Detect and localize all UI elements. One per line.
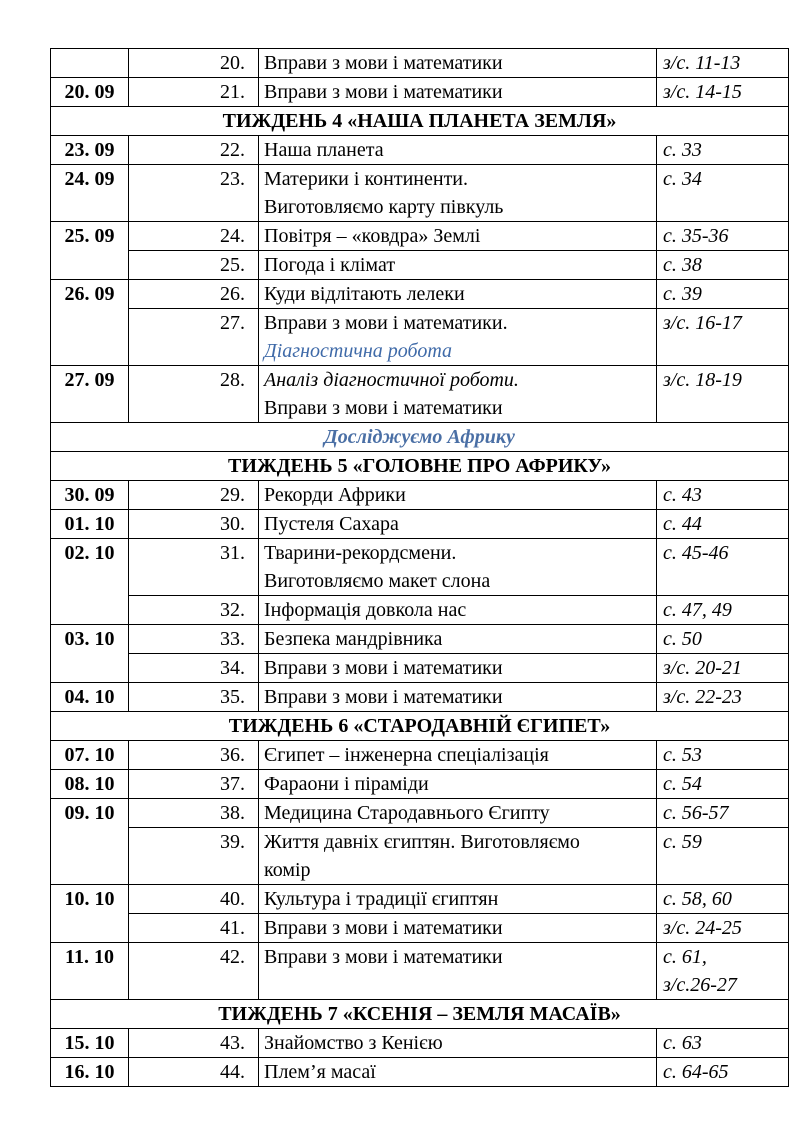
lesson-page-ref bbox=[657, 683, 789, 712]
lesson-topic bbox=[259, 799, 657, 828]
lesson-date: 04. 10 bbox=[51, 683, 129, 712]
page-ref-line: з/с. 20-21 bbox=[663, 657, 742, 679]
lesson-date: 27. 09 bbox=[51, 366, 129, 423]
lesson-page-ref bbox=[657, 136, 789, 165]
lesson-date: 25. 09 bbox=[51, 222, 129, 280]
lesson-page-ref bbox=[657, 596, 789, 625]
lesson-row bbox=[51, 251, 789, 280]
lesson-row bbox=[51, 683, 789, 712]
lesson-row bbox=[51, 943, 789, 1000]
lesson-topic-line: Медицина Стародавнього Єгипту bbox=[264, 802, 550, 824]
lesson-row bbox=[51, 914, 789, 943]
page-ref-line: с. 59 bbox=[663, 831, 702, 853]
lesson-topic-line: Вправи з мови і математики bbox=[264, 397, 503, 419]
lesson-number: 37. bbox=[129, 770, 259, 799]
lesson-date: 01. 10 bbox=[51, 510, 129, 539]
page-ref-line: с. 44 bbox=[663, 513, 702, 535]
lesson-number: 22. bbox=[129, 136, 259, 165]
lesson-number: 23. bbox=[129, 165, 259, 222]
lesson-topic-line: Інформація довкола нас bbox=[264, 599, 467, 621]
page-ref-line: з/с. 11-13 bbox=[663, 52, 741, 74]
page-ref-line: з/с.26-27 bbox=[663, 974, 737, 996]
week-header-row bbox=[51, 107, 789, 136]
lesson-number: 44. bbox=[129, 1058, 259, 1087]
lesson-topic bbox=[259, 654, 657, 683]
lesson-date: 20. 09 bbox=[51, 78, 129, 107]
lesson-date: 08. 10 bbox=[51, 770, 129, 799]
lesson-number: 43. bbox=[129, 1029, 259, 1058]
lesson-number: 21. bbox=[129, 78, 259, 107]
lesson-topic bbox=[259, 943, 657, 1000]
lesson-topic-line: Вправи з мови і математики. bbox=[264, 312, 508, 334]
lesson-topic-line: Аналіз діагностичної роботи. bbox=[264, 369, 519, 391]
week-header-row bbox=[51, 712, 789, 741]
lesson-topic-line: Рекорди Африки bbox=[264, 484, 406, 506]
lesson-page-ref bbox=[657, 481, 789, 510]
lesson-number: 26. bbox=[129, 280, 259, 309]
lesson-topic bbox=[259, 770, 657, 799]
lesson-row bbox=[51, 165, 789, 222]
lesson-page-ref bbox=[657, 251, 789, 280]
lesson-row bbox=[51, 885, 789, 914]
lesson-topic bbox=[259, 510, 657, 539]
lesson-topic-line: Безпека мандрівника bbox=[264, 628, 443, 650]
lesson-topic bbox=[259, 481, 657, 510]
lesson-topic-line: комір bbox=[264, 859, 311, 881]
lesson-topic bbox=[259, 366, 657, 423]
lesson-row bbox=[51, 539, 789, 596]
lesson-row bbox=[51, 654, 789, 683]
lesson-number: 41. bbox=[129, 914, 259, 943]
page-ref-line: с. 47, 49 bbox=[663, 599, 732, 621]
lesson-number: 33. bbox=[129, 625, 259, 654]
lesson-date: 24. 09 bbox=[51, 165, 129, 222]
lesson-plan-table bbox=[50, 48, 789, 1087]
lesson-row bbox=[51, 222, 789, 251]
page-ref-line: с. 54 bbox=[663, 773, 702, 795]
page-ref-line: с. 39 bbox=[663, 283, 702, 305]
lesson-number: 28. bbox=[129, 366, 259, 423]
lesson-topic-line: Знайомство з Кенією bbox=[264, 1032, 443, 1054]
lesson-topic-line: Материки і континенти. bbox=[264, 168, 469, 190]
lesson-topic-line: Виготовляємо карту півкуль bbox=[264, 196, 504, 218]
lesson-topic bbox=[259, 165, 657, 222]
lesson-number: 34. bbox=[129, 654, 259, 683]
lesson-date: 03. 10 bbox=[51, 625, 129, 683]
lesson-topic-line: Вправи з мови і математики bbox=[264, 946, 503, 968]
lesson-topic-line: Вправи з мови і математики bbox=[264, 657, 503, 679]
lesson-date: 09. 10 bbox=[51, 799, 129, 885]
lesson-page-ref bbox=[657, 165, 789, 222]
lesson-number: 31. bbox=[129, 539, 259, 596]
lesson-topic-line: Вправи з мови і математики bbox=[264, 52, 503, 74]
lesson-row bbox=[51, 741, 789, 770]
page-ref-line: з/с. 18-19 bbox=[663, 369, 742, 391]
lesson-number: 35. bbox=[129, 683, 259, 712]
lesson-topic bbox=[259, 885, 657, 914]
lesson-date: 15. 10 bbox=[51, 1029, 129, 1058]
lesson-row bbox=[51, 1058, 789, 1087]
lesson-topic bbox=[259, 683, 657, 712]
lesson-topic-line: Культура і традиції єгиптян bbox=[264, 888, 499, 910]
lesson-topic bbox=[259, 309, 657, 366]
page-ref-line: с. 61, bbox=[663, 946, 707, 968]
page-ref-line: с. 45-46 bbox=[663, 542, 729, 564]
lesson-page-ref bbox=[657, 222, 789, 251]
week-title: ТИЖДЕНЬ 6 «СТАРОДАВНІЙ ЄГИПЕТ» bbox=[51, 712, 789, 741]
lesson-page-ref bbox=[657, 654, 789, 683]
lesson-row bbox=[51, 625, 789, 654]
lesson-topic-line: Куди відлітають лелеки bbox=[264, 283, 465, 305]
lesson-page-ref bbox=[657, 741, 789, 770]
lesson-page-ref bbox=[657, 943, 789, 1000]
lesson-number: 38. bbox=[129, 799, 259, 828]
lesson-row bbox=[51, 770, 789, 799]
lesson-number: 27. bbox=[129, 309, 259, 366]
lesson-page-ref bbox=[657, 49, 789, 78]
page-ref-line: с. 34 bbox=[663, 168, 702, 190]
page-ref-line: з/с. 16-17 bbox=[663, 312, 742, 334]
page-ref-line: с. 35-36 bbox=[663, 225, 729, 247]
lesson-row bbox=[51, 136, 789, 165]
lesson-topic-line: Наша планета bbox=[264, 139, 384, 161]
lesson-number: 30. bbox=[129, 510, 259, 539]
lesson-number: 32. bbox=[129, 596, 259, 625]
diagnostic-note: Діагностична робота bbox=[264, 340, 453, 362]
lesson-number: 25. bbox=[129, 251, 259, 280]
lesson-row bbox=[51, 49, 789, 78]
lesson-page-ref bbox=[657, 1058, 789, 1087]
lesson-topic bbox=[259, 1029, 657, 1058]
page-ref-line: з/с. 14-15 bbox=[663, 81, 742, 103]
lesson-topic bbox=[259, 539, 657, 596]
lesson-page-ref bbox=[657, 280, 789, 309]
week-title: ТИЖДЕНЬ 4 «НАША ПЛАНЕТА ЗЕМЛЯ» bbox=[51, 107, 789, 136]
section-subtitle-row bbox=[51, 423, 789, 452]
lesson-topic bbox=[259, 49, 657, 78]
lesson-topic-line: Повітря – «ковдра» Землі bbox=[264, 225, 481, 247]
lesson-row bbox=[51, 481, 789, 510]
lesson-page-ref bbox=[657, 78, 789, 107]
page-ref-line: з/с. 24-25 bbox=[663, 917, 742, 939]
lesson-page-ref bbox=[657, 799, 789, 828]
lesson-topic bbox=[259, 222, 657, 251]
lesson-number: 20. bbox=[129, 49, 259, 78]
lesson-date: 16. 10 bbox=[51, 1058, 129, 1087]
lesson-row bbox=[51, 366, 789, 423]
week-header-row bbox=[51, 452, 789, 481]
lesson-date bbox=[51, 49, 129, 78]
lesson-topic bbox=[259, 914, 657, 943]
lesson-row bbox=[51, 596, 789, 625]
page-ref-line: с. 58, 60 bbox=[663, 888, 732, 910]
week-title: ТИЖДЕНЬ 5 «ГОЛОВНЕ ПРО АФРИКУ» bbox=[51, 452, 789, 481]
page-ref-line: с. 38 bbox=[663, 254, 702, 276]
lesson-page-ref bbox=[657, 885, 789, 914]
lesson-topic-line: Вправи з мови і математики bbox=[264, 686, 503, 708]
lesson-topic bbox=[259, 596, 657, 625]
lesson-row bbox=[51, 510, 789, 539]
lesson-topic-line: Життя давніх єгиптян. Виготовляємо bbox=[264, 831, 580, 853]
page-ref-line: с. 64-65 bbox=[663, 1061, 729, 1083]
lesson-page-ref bbox=[657, 510, 789, 539]
lesson-topic bbox=[259, 136, 657, 165]
lesson-row bbox=[51, 309, 789, 366]
lesson-date: 02. 10 bbox=[51, 539, 129, 625]
lesson-page-ref bbox=[657, 1029, 789, 1058]
lesson-page-ref bbox=[657, 770, 789, 799]
lesson-date: 23. 09 bbox=[51, 136, 129, 165]
lesson-date: 11. 10 bbox=[51, 943, 129, 1000]
lesson-topic-line: Фараони і піраміди bbox=[264, 773, 429, 795]
lesson-topic bbox=[259, 251, 657, 280]
lesson-row bbox=[51, 280, 789, 309]
lesson-number: 40. bbox=[129, 885, 259, 914]
lesson-number: 29. bbox=[129, 481, 259, 510]
lesson-topic-line: Вправи з мови і математики bbox=[264, 81, 503, 103]
lesson-page-ref bbox=[657, 366, 789, 423]
lesson-topic bbox=[259, 625, 657, 654]
lesson-date: 07. 10 bbox=[51, 741, 129, 770]
section-subtitle: Досліджуємо Африку bbox=[51, 423, 789, 452]
lesson-topic bbox=[259, 828, 657, 885]
week-title: ТИЖДЕНЬ 7 «КСЕНІЯ – ЗЕМЛЯ МАСАЇВ» bbox=[51, 1000, 789, 1029]
page-ref-line: с. 50 bbox=[663, 628, 702, 650]
lesson-date: 10. 10 bbox=[51, 885, 129, 943]
lesson-date: 26. 09 bbox=[51, 280, 129, 366]
lesson-number: 39. bbox=[129, 828, 259, 885]
lesson-topic-line: Погода і клімат bbox=[264, 254, 396, 276]
page-ref-line: с. 43 bbox=[663, 484, 702, 506]
page-ref-line: с. 63 bbox=[663, 1032, 702, 1054]
page-ref-line: с. 56-57 bbox=[663, 802, 729, 824]
page-ref-line: з/с. 22-23 bbox=[663, 686, 742, 708]
lesson-topic bbox=[259, 280, 657, 309]
lesson-page-ref bbox=[657, 309, 789, 366]
lesson-page-ref bbox=[657, 539, 789, 596]
lesson-topic-line: Єгипет – інженерна спеціалізація bbox=[264, 744, 549, 766]
lesson-row bbox=[51, 799, 789, 828]
page-ref-line: с. 53 bbox=[663, 744, 702, 766]
lesson-number: 36. bbox=[129, 741, 259, 770]
lesson-topic bbox=[259, 741, 657, 770]
lesson-topic bbox=[259, 1058, 657, 1087]
lesson-topic-line: Виготовляємо макет слона bbox=[264, 570, 491, 592]
lesson-topic-line: Вправи з мови і математики bbox=[264, 917, 503, 939]
lesson-page-ref bbox=[657, 914, 789, 943]
lesson-topic-line: Плем’я масаї bbox=[264, 1061, 376, 1083]
lesson-page-ref bbox=[657, 828, 789, 885]
lesson-row bbox=[51, 1029, 789, 1058]
lesson-page-ref bbox=[657, 625, 789, 654]
lesson-date: 30. 09 bbox=[51, 481, 129, 510]
lesson-row bbox=[51, 828, 789, 885]
lesson-row bbox=[51, 78, 789, 107]
lesson-number: 24. bbox=[129, 222, 259, 251]
lesson-number: 42. bbox=[129, 943, 259, 1000]
page-ref-line: с. 33 bbox=[663, 139, 702, 161]
lesson-plan-body bbox=[51, 49, 789, 1087]
lesson-topic-line: Тварини-рекордсмени. bbox=[264, 542, 457, 564]
lesson-topic-line: Пустеля Сахара bbox=[264, 513, 399, 535]
week-header-row bbox=[51, 1000, 789, 1029]
lesson-topic bbox=[259, 78, 657, 107]
